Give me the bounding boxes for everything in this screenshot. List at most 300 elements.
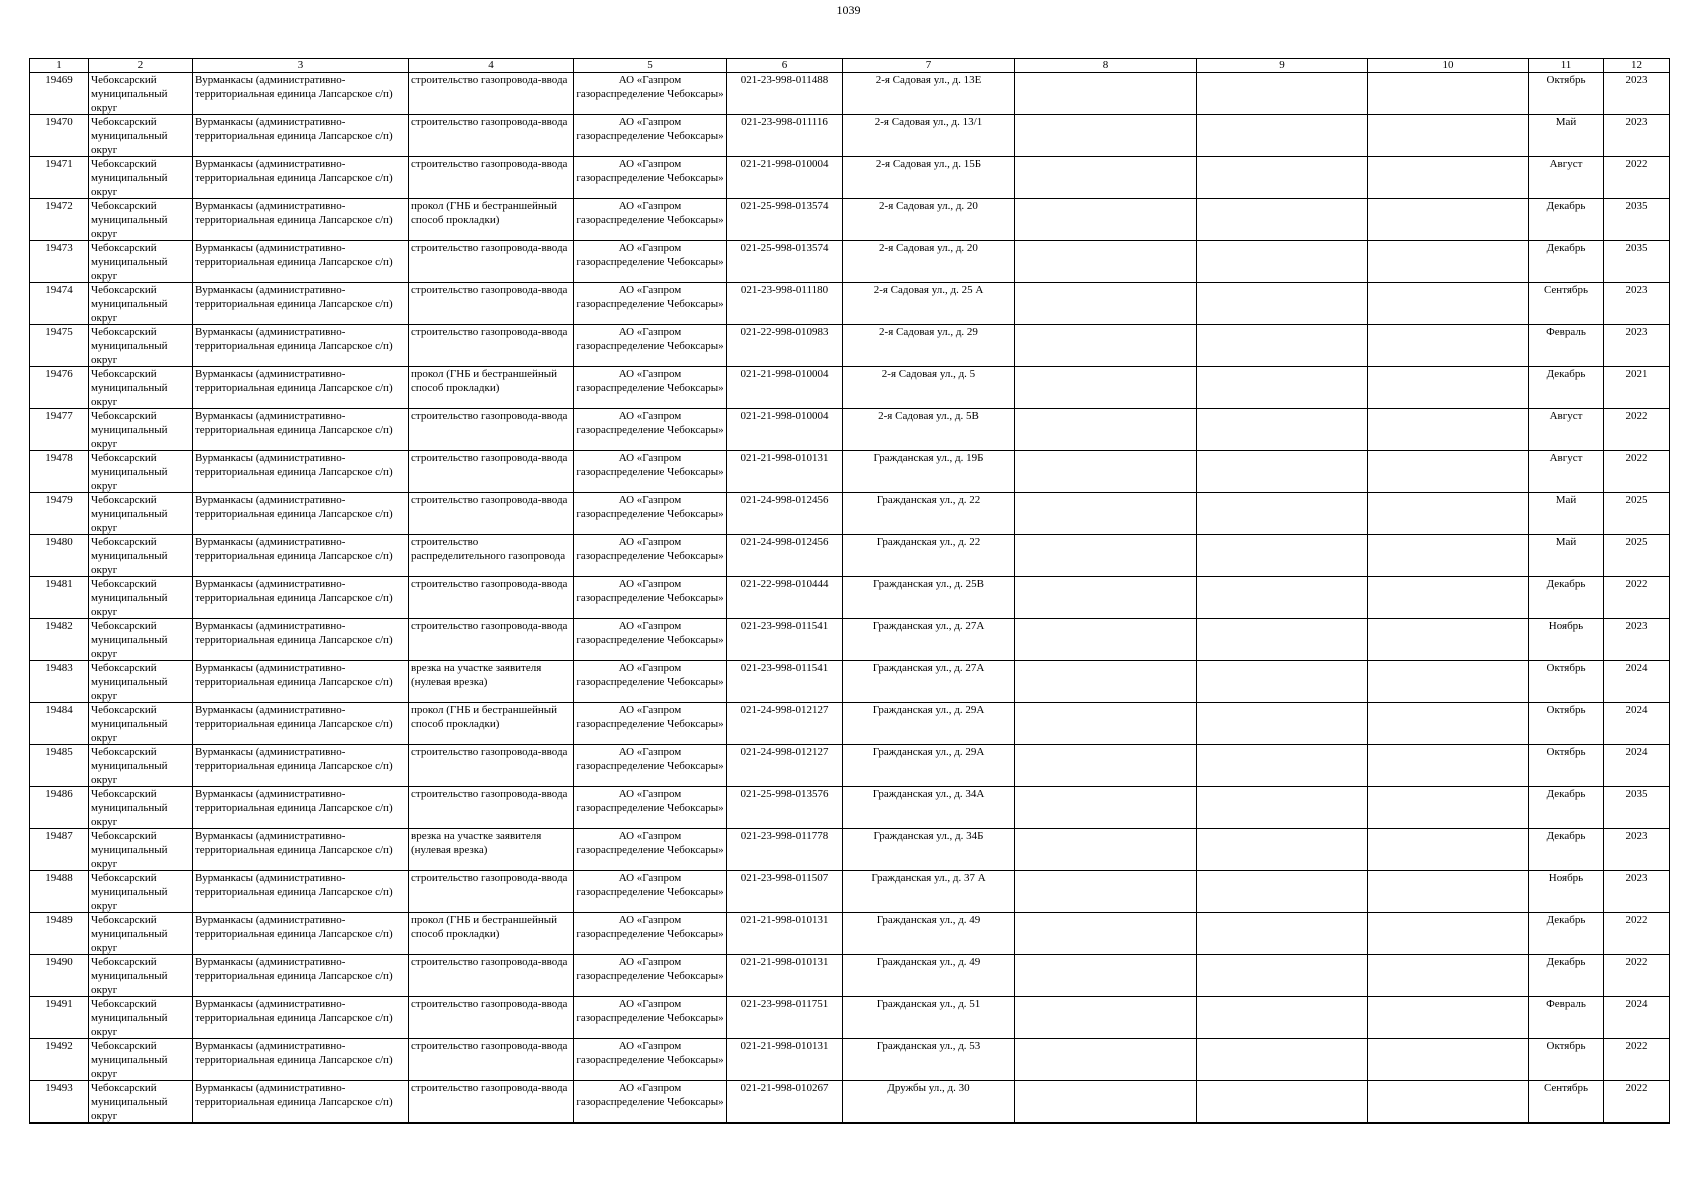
cell-work-type xyxy=(409,535,574,577)
cell-year-text: 2022 xyxy=(1625,158,1648,170)
cell-organization xyxy=(574,745,727,787)
cell-col-8 xyxy=(1015,997,1197,1039)
cell-district xyxy=(89,157,193,199)
cell-work-type-text: строительство газопровода-ввода xyxy=(411,284,568,296)
cell-work-type-text: строительство газопровода-ввода xyxy=(411,872,568,884)
cell-row-number xyxy=(30,1081,89,1124)
cell-year xyxy=(1604,1039,1670,1081)
cell-locality xyxy=(193,997,409,1039)
cell-row-number-text: 19478 xyxy=(45,452,73,464)
cell-organization-text: АО «Газпром газораспределение Чебоксары» xyxy=(576,872,724,898)
cell-address-text: Гражданская ул., д. 27А xyxy=(872,620,985,632)
cell-month-text: Февраль xyxy=(1546,998,1586,1010)
cell-col-9-text xyxy=(1199,577,1365,618)
cell-district-text: Чебоксарский муниципальный округ xyxy=(91,158,168,198)
cell-district-text: Чебоксарский муниципальный округ xyxy=(91,1040,168,1080)
cell-col-10 xyxy=(1368,619,1529,661)
cell-month-text: Октябрь xyxy=(1546,74,1586,86)
cell-code-text: 021-22-998-010444 xyxy=(740,578,829,590)
cell-organization-text: АО «Газпром газораспределение Чебоксары» xyxy=(576,242,724,268)
cell-locality-text: Вурманкасы (административно-территориальная единица Лапсарское с/п) xyxy=(195,74,393,100)
cell-col-9-text xyxy=(1199,493,1365,534)
cell-district xyxy=(89,73,193,115)
cell-work-type-text: строительство газопровода-ввода xyxy=(411,746,568,758)
cell-month-text: Декабрь xyxy=(1546,956,1586,968)
cell-col-9 xyxy=(1197,451,1368,493)
cell-work-type xyxy=(409,661,574,703)
cell-code-text: 021-21-998-010004 xyxy=(740,410,829,422)
cell-code xyxy=(727,661,843,703)
cell-address xyxy=(843,115,1015,157)
cell-col-10-text xyxy=(1370,409,1526,450)
cell-code-text: 021-23-998-011541 xyxy=(740,662,829,674)
column-header: 1 xyxy=(30,59,89,73)
cell-organization-text: АО «Газпром газораспределение Чебоксары» xyxy=(576,788,724,814)
cell-code-text: 021-21-998-010131 xyxy=(740,956,829,968)
cell-col-9 xyxy=(1197,1081,1368,1124)
cell-locality-text: Вурманкасы (административно-территориальная единица Лапсарское с/п) xyxy=(195,452,393,478)
cell-address xyxy=(843,535,1015,577)
cell-organization xyxy=(574,1039,727,1081)
cell-col-8-text xyxy=(1017,241,1194,282)
cell-row-number xyxy=(30,1039,89,1081)
column-number-row xyxy=(30,59,1670,73)
cell-row-number-text: 19481 xyxy=(45,578,73,590)
cell-month-text: Декабрь xyxy=(1546,830,1586,842)
cell-month xyxy=(1529,325,1604,367)
cell-address-text: Гражданская ул., д. 49 xyxy=(876,956,981,968)
cell-year xyxy=(1604,367,1670,409)
cell-district-text: Чебоксарский муниципальный округ xyxy=(91,74,168,114)
registry-table xyxy=(29,58,1670,1124)
cell-row-number-text: 19470 xyxy=(45,116,73,128)
cell-code-text: 021-23-998-011778 xyxy=(740,830,829,842)
cell-col-10-text xyxy=(1370,787,1526,828)
cell-address-text: 2-я Садовая ул., д. 13Е xyxy=(875,74,982,86)
cell-col-10 xyxy=(1368,451,1529,493)
table-row xyxy=(30,619,1670,661)
cell-code xyxy=(727,871,843,913)
table-body xyxy=(30,73,1670,1124)
cell-address xyxy=(843,325,1015,367)
cell-year-text: 2023 xyxy=(1625,116,1648,128)
cell-organization-text: АО «Газпром газораспределение Чебоксары» xyxy=(576,662,724,688)
cell-col-8 xyxy=(1015,1039,1197,1081)
cell-row-number-text: 19475 xyxy=(45,326,73,338)
cell-col-9 xyxy=(1197,913,1368,955)
cell-code xyxy=(727,73,843,115)
cell-col-8-text xyxy=(1017,997,1194,1038)
cell-col-8-text xyxy=(1017,451,1194,492)
cell-month-text: Октябрь xyxy=(1546,746,1586,758)
cell-locality xyxy=(193,1081,409,1124)
cell-work-type-text: строительство газопровода-ввода xyxy=(411,74,568,86)
cell-month-text: Декабрь xyxy=(1546,242,1586,254)
cell-address-text: Гражданская ул., д. 22 xyxy=(876,536,981,548)
cell-address xyxy=(843,409,1015,451)
cell-month xyxy=(1529,913,1604,955)
cell-col-8-text xyxy=(1017,871,1194,912)
cell-month-text: Август xyxy=(1549,410,1583,422)
table-row xyxy=(30,1081,1670,1124)
cell-address-text: Гражданская ул., д. 29А xyxy=(872,746,985,758)
cell-col-10-text xyxy=(1370,115,1526,156)
cell-col-8 xyxy=(1015,619,1197,661)
cell-col-10 xyxy=(1368,577,1529,619)
cell-col-10 xyxy=(1368,1039,1529,1081)
cell-work-type-text: строительство распределительного газопровода xyxy=(411,536,566,562)
cell-code-text: 021-21-998-010131 xyxy=(740,452,829,464)
cell-col-8-text xyxy=(1017,1039,1194,1080)
cell-code xyxy=(727,745,843,787)
cell-col-8 xyxy=(1015,661,1197,703)
cell-col-9-text xyxy=(1199,325,1365,366)
cell-district xyxy=(89,787,193,829)
cell-district-text: Чебоксарский муниципальный округ xyxy=(91,452,168,492)
cell-work-type-text: строительство газопровода-ввода xyxy=(411,158,568,170)
cell-year-text: 2023 xyxy=(1625,326,1648,338)
cell-col-9-text xyxy=(1199,451,1365,492)
cell-code xyxy=(727,283,843,325)
cell-year xyxy=(1604,703,1670,745)
cell-address-text: 2-я Садовая ул., д. 25 А xyxy=(873,284,984,296)
cell-district xyxy=(89,283,193,325)
cell-year xyxy=(1604,1081,1670,1124)
cell-month xyxy=(1529,997,1604,1039)
table-row xyxy=(30,535,1670,577)
cell-year-text: 2022 xyxy=(1625,452,1648,464)
cell-address xyxy=(843,619,1015,661)
cell-month xyxy=(1529,199,1604,241)
cell-col-8 xyxy=(1015,787,1197,829)
cell-district-text: Чебоксарский муниципальный округ xyxy=(91,116,168,156)
cell-district xyxy=(89,241,193,283)
cell-year xyxy=(1604,409,1670,451)
column-header: 3 xyxy=(193,59,409,73)
cell-col-9 xyxy=(1197,199,1368,241)
cell-organization-text: АО «Газпром газораспределение Чебоксары» xyxy=(576,410,724,436)
cell-address-text: Гражданская ул., д. 49 xyxy=(876,914,981,926)
cell-col-9 xyxy=(1197,871,1368,913)
column-header: 9 xyxy=(1197,59,1368,73)
cell-col-10 xyxy=(1368,1081,1529,1124)
cell-year-text: 2023 xyxy=(1625,830,1648,842)
cell-year xyxy=(1604,283,1670,325)
cell-organization-text: АО «Газпром газораспределение Чебоксары» xyxy=(576,578,724,604)
cell-address xyxy=(843,241,1015,283)
cell-col-9 xyxy=(1197,325,1368,367)
column-header: 2 xyxy=(89,59,193,73)
cell-col-9 xyxy=(1197,997,1368,1039)
cell-work-type xyxy=(409,199,574,241)
cell-col-8-text xyxy=(1017,787,1194,828)
cell-col-9-text xyxy=(1199,1039,1365,1080)
cell-address xyxy=(843,451,1015,493)
cell-code-text: 021-23-998-011541 xyxy=(740,620,829,632)
cell-work-type xyxy=(409,1039,574,1081)
cell-address xyxy=(843,577,1015,619)
cell-month-text: Декабрь xyxy=(1546,578,1586,590)
cell-code xyxy=(727,115,843,157)
cell-work-type-text: строительство газопровода-ввода xyxy=(411,956,568,968)
cell-col-8-text xyxy=(1017,493,1194,534)
cell-locality xyxy=(193,535,409,577)
cell-year xyxy=(1604,745,1670,787)
cell-row-number xyxy=(30,829,89,871)
cell-organization-text: АО «Газпром газораспределение Чебоксары» xyxy=(576,536,724,562)
cell-work-type xyxy=(409,451,574,493)
cell-locality-text: Вурманкасы (административно-территориальная единица Лапсарское с/п) xyxy=(195,620,393,646)
cell-work-type xyxy=(409,577,574,619)
cell-district xyxy=(89,619,193,661)
cell-month xyxy=(1529,367,1604,409)
cell-locality xyxy=(193,745,409,787)
cell-organization-text: АО «Газпром газораспределение Чебоксары» xyxy=(576,74,724,100)
cell-year xyxy=(1604,157,1670,199)
cell-col-10-text xyxy=(1370,73,1526,114)
cell-year-text: 2021 xyxy=(1625,368,1648,380)
cell-district xyxy=(89,325,193,367)
cell-col-10 xyxy=(1368,829,1529,871)
cell-code-text: 021-23-998-011180 xyxy=(740,284,829,296)
cell-year-text: 2025 xyxy=(1625,536,1648,548)
cell-col-8 xyxy=(1015,409,1197,451)
cell-locality-text: Вурманкасы (административно-территориальная единица Лапсарское с/п) xyxy=(195,494,393,520)
cell-col-8-text xyxy=(1017,409,1194,450)
cell-organization xyxy=(574,199,727,241)
cell-col-10-text xyxy=(1370,619,1526,660)
cell-locality-text: Вурманкасы (административно-территориальная единица Лапсарское с/п) xyxy=(195,158,393,184)
cell-district xyxy=(89,367,193,409)
cell-row-number-text: 19480 xyxy=(45,536,73,548)
cell-work-type-text: строительство газопровода-ввода xyxy=(411,116,568,128)
cell-col-10 xyxy=(1368,871,1529,913)
cell-work-type-text: строительство газопровода-ввода xyxy=(411,410,568,422)
cell-col-10 xyxy=(1368,787,1529,829)
cell-district-text: Чебоксарский муниципальный округ xyxy=(91,746,168,786)
cell-district xyxy=(89,1039,193,1081)
cell-work-type xyxy=(409,241,574,283)
cell-year xyxy=(1604,493,1670,535)
cell-locality xyxy=(193,577,409,619)
cell-locality xyxy=(193,1039,409,1081)
cell-col-8-text xyxy=(1017,619,1194,660)
cell-col-9-text xyxy=(1199,157,1365,198)
cell-month xyxy=(1529,829,1604,871)
cell-col-10-text xyxy=(1370,241,1526,282)
column-header: 8 xyxy=(1015,59,1197,73)
cell-address xyxy=(843,1039,1015,1081)
cell-col-10-text xyxy=(1370,913,1526,954)
cell-address xyxy=(843,157,1015,199)
cell-row-number xyxy=(30,325,89,367)
cell-work-type xyxy=(409,73,574,115)
cell-address-text: 2-я Садовая ул., д. 29 xyxy=(879,326,978,338)
cell-organization xyxy=(574,787,727,829)
cell-district xyxy=(89,199,193,241)
cell-organization-text: АО «Газпром газораспределение Чебоксары» xyxy=(576,284,724,310)
cell-month-text: Май xyxy=(1555,116,1577,128)
cell-locality-text: Вурманкасы (административно-территориальная единица Лапсарское с/п) xyxy=(195,788,393,814)
cell-col-9 xyxy=(1197,73,1368,115)
cell-month xyxy=(1529,871,1604,913)
cell-col-8-text xyxy=(1017,955,1194,996)
cell-work-type xyxy=(409,745,574,787)
cell-col-8 xyxy=(1015,745,1197,787)
cell-organization xyxy=(574,325,727,367)
cell-address xyxy=(843,997,1015,1039)
cell-row-number xyxy=(30,787,89,829)
cell-locality xyxy=(193,283,409,325)
cell-district xyxy=(89,451,193,493)
cell-row-number xyxy=(30,73,89,115)
cell-address-text: Гражданская ул., д. 25В xyxy=(873,578,984,590)
cell-code xyxy=(727,325,843,367)
cell-year xyxy=(1604,577,1670,619)
cell-month xyxy=(1529,157,1604,199)
cell-row-number xyxy=(30,619,89,661)
cell-locality-text: Вурманкасы (административно-территориальная единица Лапсарское с/п) xyxy=(195,872,393,898)
cell-year-text: 2035 xyxy=(1625,242,1648,254)
cell-col-8 xyxy=(1015,829,1197,871)
cell-locality xyxy=(193,871,409,913)
cell-col-9-text xyxy=(1199,283,1365,324)
cell-organization-text: АО «Газпром газораспределение Чебоксары» xyxy=(576,452,724,478)
cell-organization-text: АО «Газпром газораспределение Чебоксары» xyxy=(576,326,724,352)
cell-locality xyxy=(193,241,409,283)
cell-address xyxy=(843,871,1015,913)
cell-address xyxy=(843,367,1015,409)
cell-work-type-text: прокол (ГНБ и бестраншейный способ прокладки) xyxy=(411,914,558,940)
cell-year-text: 2035 xyxy=(1625,200,1648,212)
cell-code-text: 021-23-998-011116 xyxy=(741,116,828,128)
cell-col-10-text xyxy=(1370,829,1526,870)
cell-col-9-text xyxy=(1199,367,1365,408)
cell-row-number-text: 19477 xyxy=(45,410,73,422)
cell-organization xyxy=(574,493,727,535)
cell-organization xyxy=(574,73,727,115)
cell-col-10 xyxy=(1368,367,1529,409)
cell-row-number xyxy=(30,955,89,997)
table-row xyxy=(30,745,1670,787)
cell-district-text: Чебоксарский муниципальный округ xyxy=(91,242,168,282)
cell-code-text: 021-21-998-010131 xyxy=(740,914,829,926)
cell-district-text: Чебоксарский муниципальный округ xyxy=(91,914,168,954)
cell-col-10-text xyxy=(1370,745,1526,786)
cell-col-10 xyxy=(1368,157,1529,199)
cell-locality xyxy=(193,73,409,115)
cell-locality xyxy=(193,199,409,241)
table-row xyxy=(30,661,1670,703)
cell-organization xyxy=(574,955,727,997)
cell-organization xyxy=(574,367,727,409)
cell-address-text: Гражданская ул., д. 27А xyxy=(872,662,985,674)
cell-work-type-text: строительство газопровода-ввода xyxy=(411,998,568,1010)
cell-locality-text: Вурманкасы (административно-территориальная единица Лапсарское с/п) xyxy=(195,578,393,604)
cell-organization xyxy=(574,283,727,325)
column-header: 6 xyxy=(727,59,843,73)
cell-work-type-text: врезка на участке заявителя (нулевая врезка) xyxy=(411,830,542,856)
cell-organization-text: АО «Газпром газораспределение Чебоксары» xyxy=(576,494,724,520)
column-header: 5 xyxy=(574,59,727,73)
cell-code xyxy=(727,829,843,871)
cell-organization xyxy=(574,913,727,955)
cell-year-text: 2024 xyxy=(1625,746,1648,758)
cell-address xyxy=(843,493,1015,535)
cell-row-number xyxy=(30,283,89,325)
cell-code-text: 021-23-998-011751 xyxy=(740,998,829,1010)
cell-locality xyxy=(193,493,409,535)
cell-district-text: Чебоксарский муниципальный округ xyxy=(91,998,168,1038)
cell-row-number-text: 19473 xyxy=(45,242,73,254)
cell-work-type xyxy=(409,367,574,409)
cell-row-number xyxy=(30,913,89,955)
cell-row-number-text: 19491 xyxy=(45,998,73,1010)
cell-address-text: Гражданская ул., д. 19Б xyxy=(873,452,984,464)
cell-col-9-text xyxy=(1199,871,1365,912)
cell-col-9-text xyxy=(1199,115,1365,156)
cell-district-text: Чебоксарский муниципальный округ xyxy=(91,872,168,912)
cell-col-10 xyxy=(1368,535,1529,577)
cell-organization xyxy=(574,577,727,619)
cell-address-text: 2-я Садовая ул., д. 20 xyxy=(879,200,978,212)
cell-locality xyxy=(193,787,409,829)
cell-col-8 xyxy=(1015,493,1197,535)
cell-col-8-text xyxy=(1017,1081,1194,1122)
cell-row-number xyxy=(30,451,89,493)
cell-organization xyxy=(574,157,727,199)
cell-month-text: Ноябрь xyxy=(1548,620,1584,632)
cell-month-text: Декабрь xyxy=(1546,368,1586,380)
cell-district xyxy=(89,745,193,787)
cell-address xyxy=(843,199,1015,241)
cell-year xyxy=(1604,619,1670,661)
table-row xyxy=(30,997,1670,1039)
cell-address xyxy=(843,73,1015,115)
cell-col-9-text xyxy=(1199,619,1365,660)
cell-organization-text: АО «Газпром газораспределение Чебоксары» xyxy=(576,998,724,1024)
cell-locality-text: Вурманкасы (административно-территориальная единица Лапсарское с/п) xyxy=(195,410,393,436)
cell-month xyxy=(1529,1081,1604,1124)
cell-work-type xyxy=(409,955,574,997)
cell-year-text: 2022 xyxy=(1625,956,1648,968)
cell-year-text: 2025 xyxy=(1625,494,1648,506)
cell-code xyxy=(727,997,843,1039)
cell-col-8-text xyxy=(1017,577,1194,618)
cell-col-8-text xyxy=(1017,661,1194,702)
cell-work-type-text: строительство газопровода-ввода xyxy=(411,242,568,254)
cell-organization xyxy=(574,1081,727,1124)
cell-work-type-text: строительство газопровода-ввода xyxy=(411,578,568,590)
cell-locality-text: Вурманкасы (административно-территориальная единица Лапсарское с/п) xyxy=(195,200,393,226)
cell-col-9-text xyxy=(1199,955,1365,996)
cell-col-10-text xyxy=(1370,703,1526,744)
cell-row-number-text: 19483 xyxy=(45,662,73,674)
cell-col-9 xyxy=(1197,157,1368,199)
cell-work-type-text: строительство газопровода-ввода xyxy=(411,1082,568,1094)
cell-district xyxy=(89,535,193,577)
cell-col-8-text xyxy=(1017,829,1194,870)
cell-col-10 xyxy=(1368,241,1529,283)
cell-organization-text: АО «Газпром газораспределение Чебоксары» xyxy=(576,368,724,394)
cell-col-10 xyxy=(1368,745,1529,787)
cell-col-10-text xyxy=(1370,157,1526,198)
cell-code-text: 021-24-998-012127 xyxy=(740,704,829,716)
cell-month xyxy=(1529,745,1604,787)
cell-locality-text: Вурманкасы (административно-территориальная единица Лапсарское с/п) xyxy=(195,116,393,142)
table-header xyxy=(30,59,1670,73)
cell-organization-text: АО «Газпром газораспределение Чебоксары» xyxy=(576,1082,724,1108)
